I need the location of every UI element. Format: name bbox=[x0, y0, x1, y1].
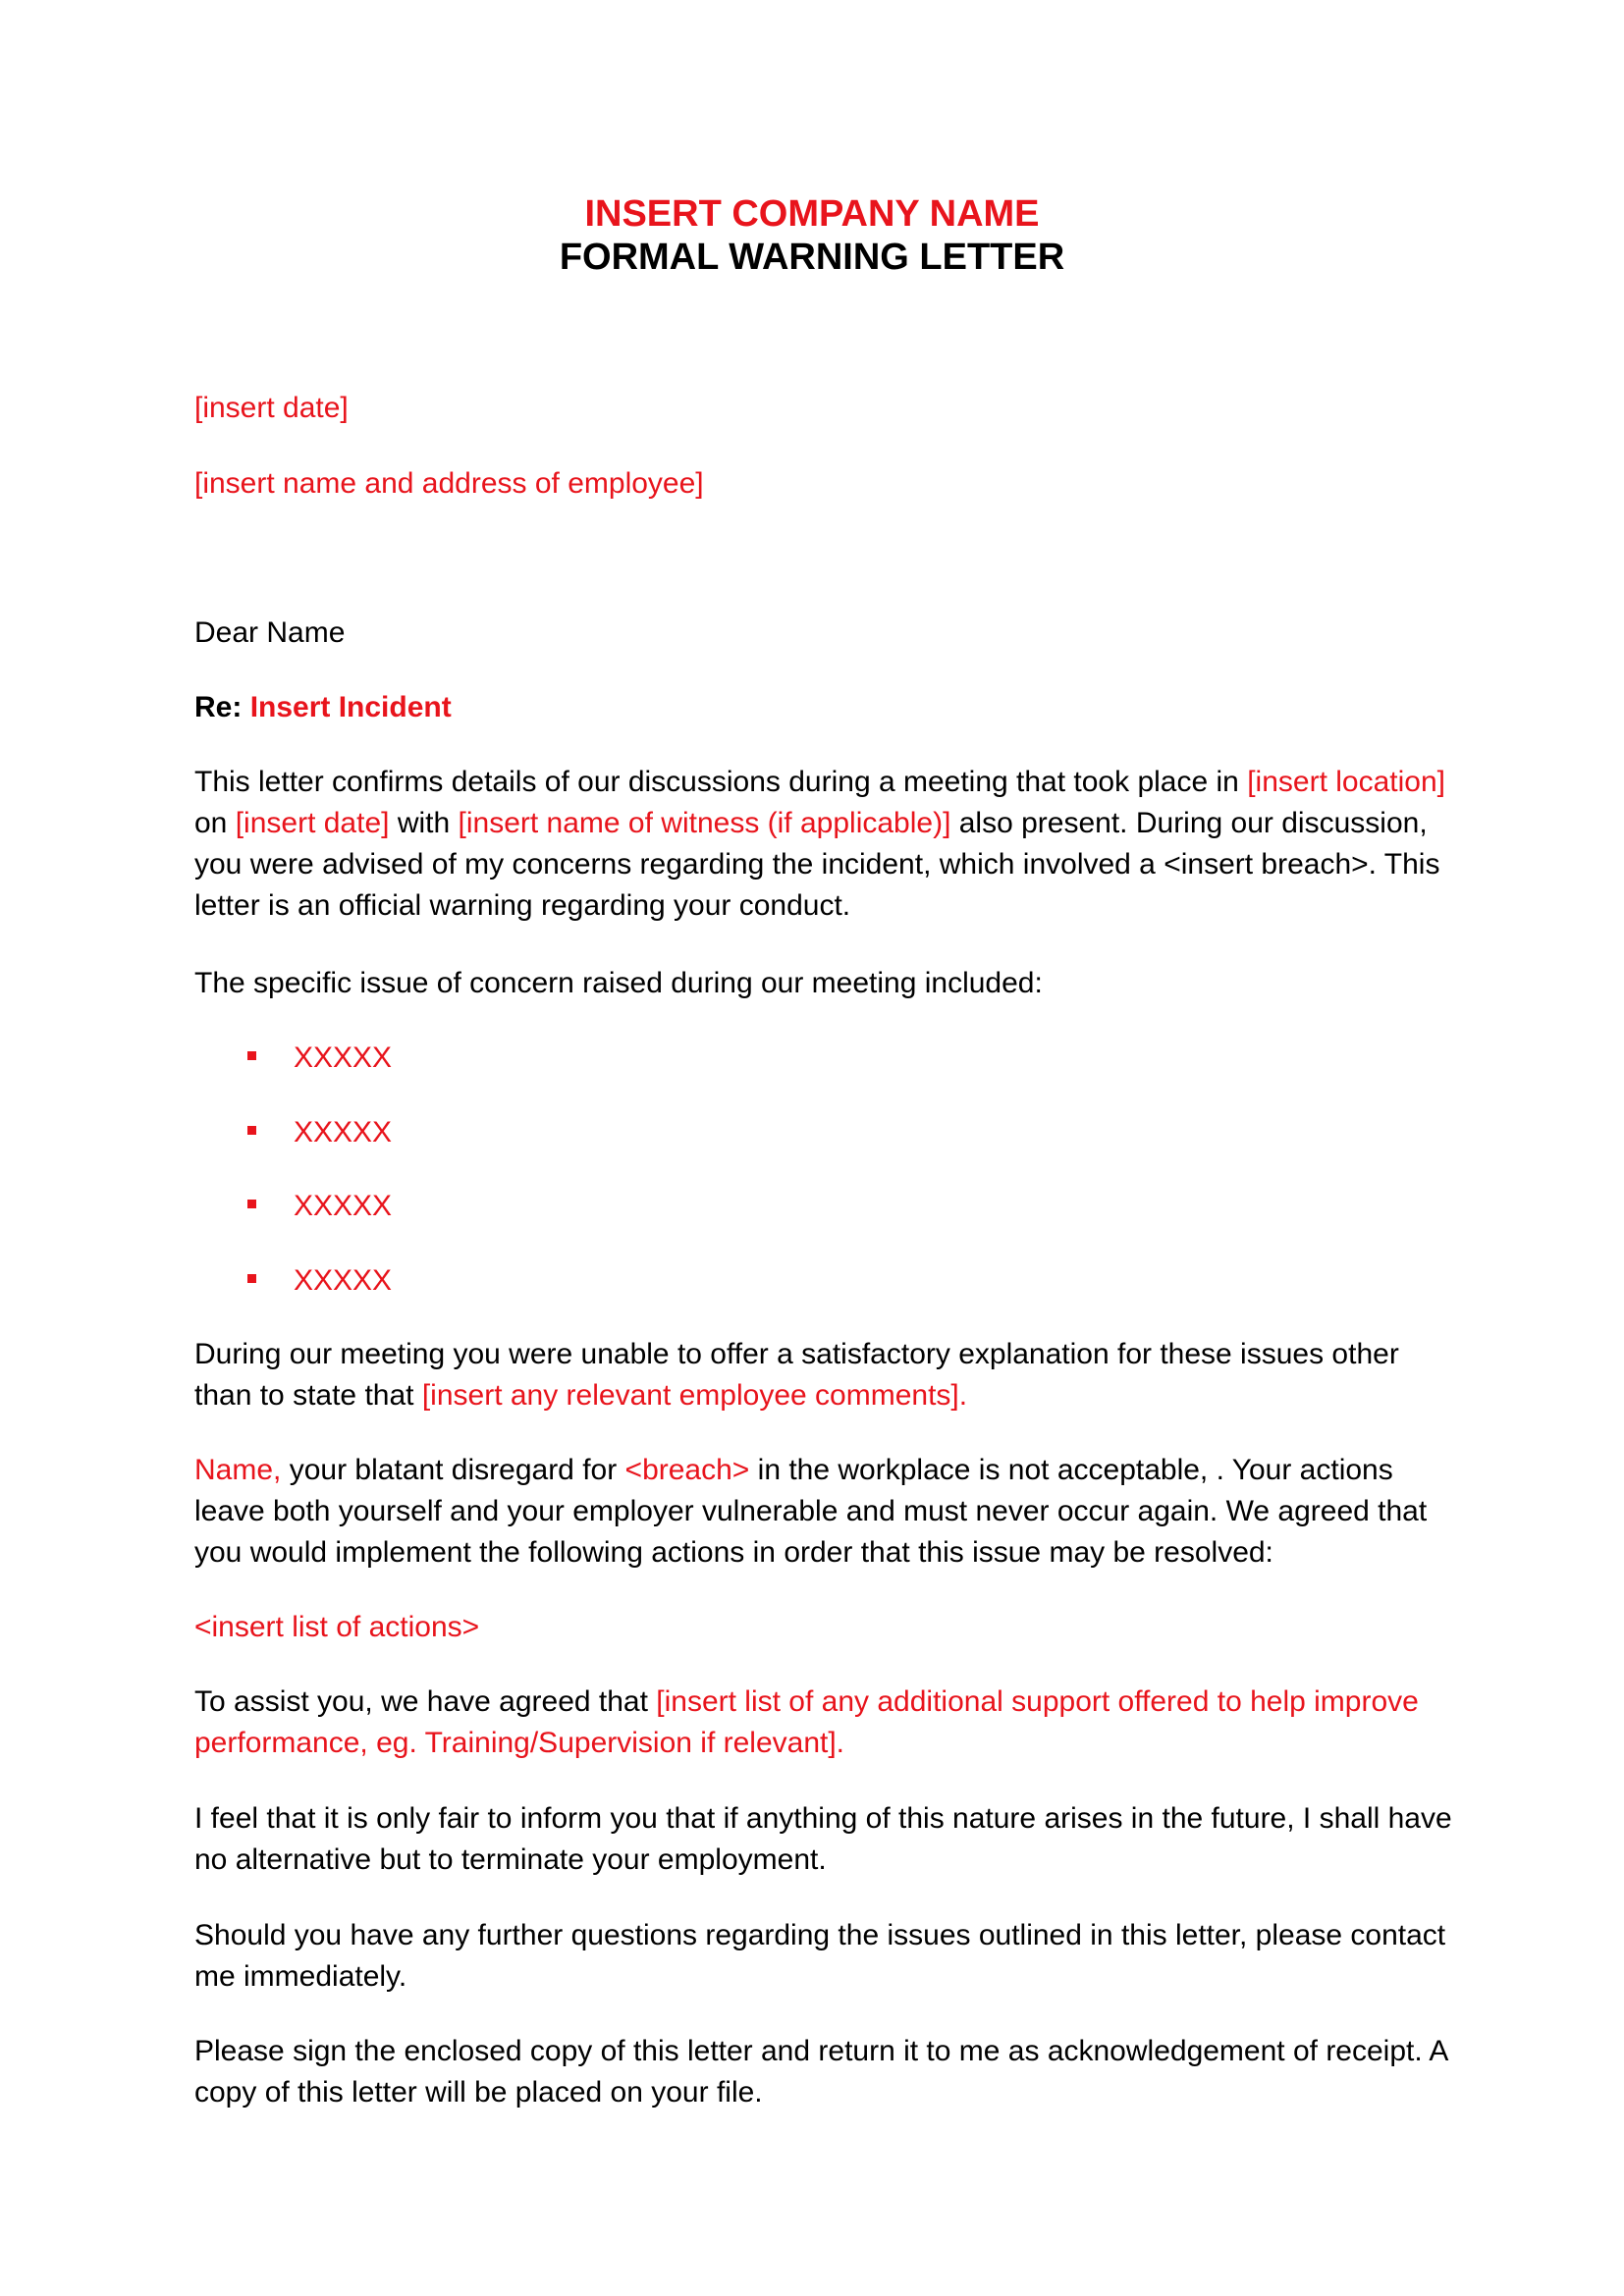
bullet-icon bbox=[247, 1051, 256, 1060]
paragraph-support bbox=[194, 1682, 1456, 1764]
issue-item: XXXXX bbox=[294, 1190, 393, 1222]
paragraph-termination-notice: I feel that it is only fair to inform you that if anything of this nature arises in the future, I shall have no alternative but to terminate your employment. bbox=[194, 1802, 1452, 1876]
issue-item: XXXXX bbox=[294, 1041, 393, 1074]
bullet-icon bbox=[247, 1274, 256, 1283]
paragraph-acknowledgement: Please sign the enclosed copy of this letter and return it to me as acknowledgement of receipt. A copy of this letter will be placed on your file. bbox=[194, 2035, 1447, 2109]
p1-text-1: This letter confirms details of our discussions during a meeting that took place in bbox=[194, 766, 1248, 798]
meeting-date-placeholder: [insert date] bbox=[235, 807, 390, 839]
date-placeholder: [insert date] bbox=[194, 392, 349, 424]
letter-title: FORMAL WARNING LETTER bbox=[559, 237, 1065, 278]
salutation: Dear Name bbox=[194, 616, 346, 649]
p3-text: During our meeting you were unable to offer a satisfactory explanation for these issues other than to state that bbox=[194, 1338, 1399, 1412]
p6-text: To assist you, we have agreed that bbox=[194, 1685, 657, 1718]
company-name: INSERT COMPANY NAME bbox=[584, 193, 1040, 235]
paragraph-issues-intro: The specific issue of concern raised during our meeting included: bbox=[194, 967, 1043, 999]
bullet-icon bbox=[247, 1126, 256, 1135]
actions-placeholder: <insert list of actions> bbox=[194, 1611, 480, 1643]
p4-text-1: your blatant disregard for bbox=[281, 1454, 625, 1486]
bullet-icon bbox=[247, 1200, 256, 1208]
p1-text-4: also present. During our discussion, you were advised of my concerns regarding the incident, which involved a <insert breach>. This letter is an official warning regarding your conduct. bbox=[194, 807, 1440, 922]
paragraph-disregard bbox=[194, 1450, 1456, 1574]
issue-item: XXXXX bbox=[294, 1116, 393, 1148]
paragraph-explanation bbox=[194, 1334, 1456, 1416]
employee-comments-placeholder: [insert any relevant employee comments]. bbox=[421, 1379, 968, 1412]
location-placeholder: [insert location] bbox=[1247, 766, 1445, 798]
p4-text-2: in the workplace is not acceptable, . Your actions leave both yourself and your employer vulnerable and must never occur again. We agreed that you would implement the following actions in order that this issue may be resolved: bbox=[194, 1454, 1428, 1569]
name-placeholder: Name, bbox=[194, 1454, 282, 1486]
paragraph-questions: Should you have any further questions regarding the issues outlined in this letter, please contact me immediately. bbox=[194, 1919, 1446, 1993]
subject-line bbox=[194, 687, 1456, 728]
paragraph-meeting-details bbox=[194, 762, 1456, 927]
breach-placeholder: <breach> bbox=[624, 1454, 750, 1486]
issue-item: XXXXX bbox=[294, 1264, 393, 1297]
p1-text-3: with bbox=[389, 807, 459, 839]
support-placeholder: [insert list of any additional support offered to help improve performance, eg. Training/Supervision if relevant]. bbox=[194, 1685, 1419, 1759]
employee-placeholder: [insert name and address of employee] bbox=[194, 467, 704, 500]
witness-placeholder: [insert name of witness (if applicable)] bbox=[458, 807, 951, 839]
subject-label: Re: bbox=[194, 691, 243, 723]
p1-text-2: on bbox=[194, 807, 236, 839]
subject-value: Insert Incident bbox=[249, 691, 452, 723]
